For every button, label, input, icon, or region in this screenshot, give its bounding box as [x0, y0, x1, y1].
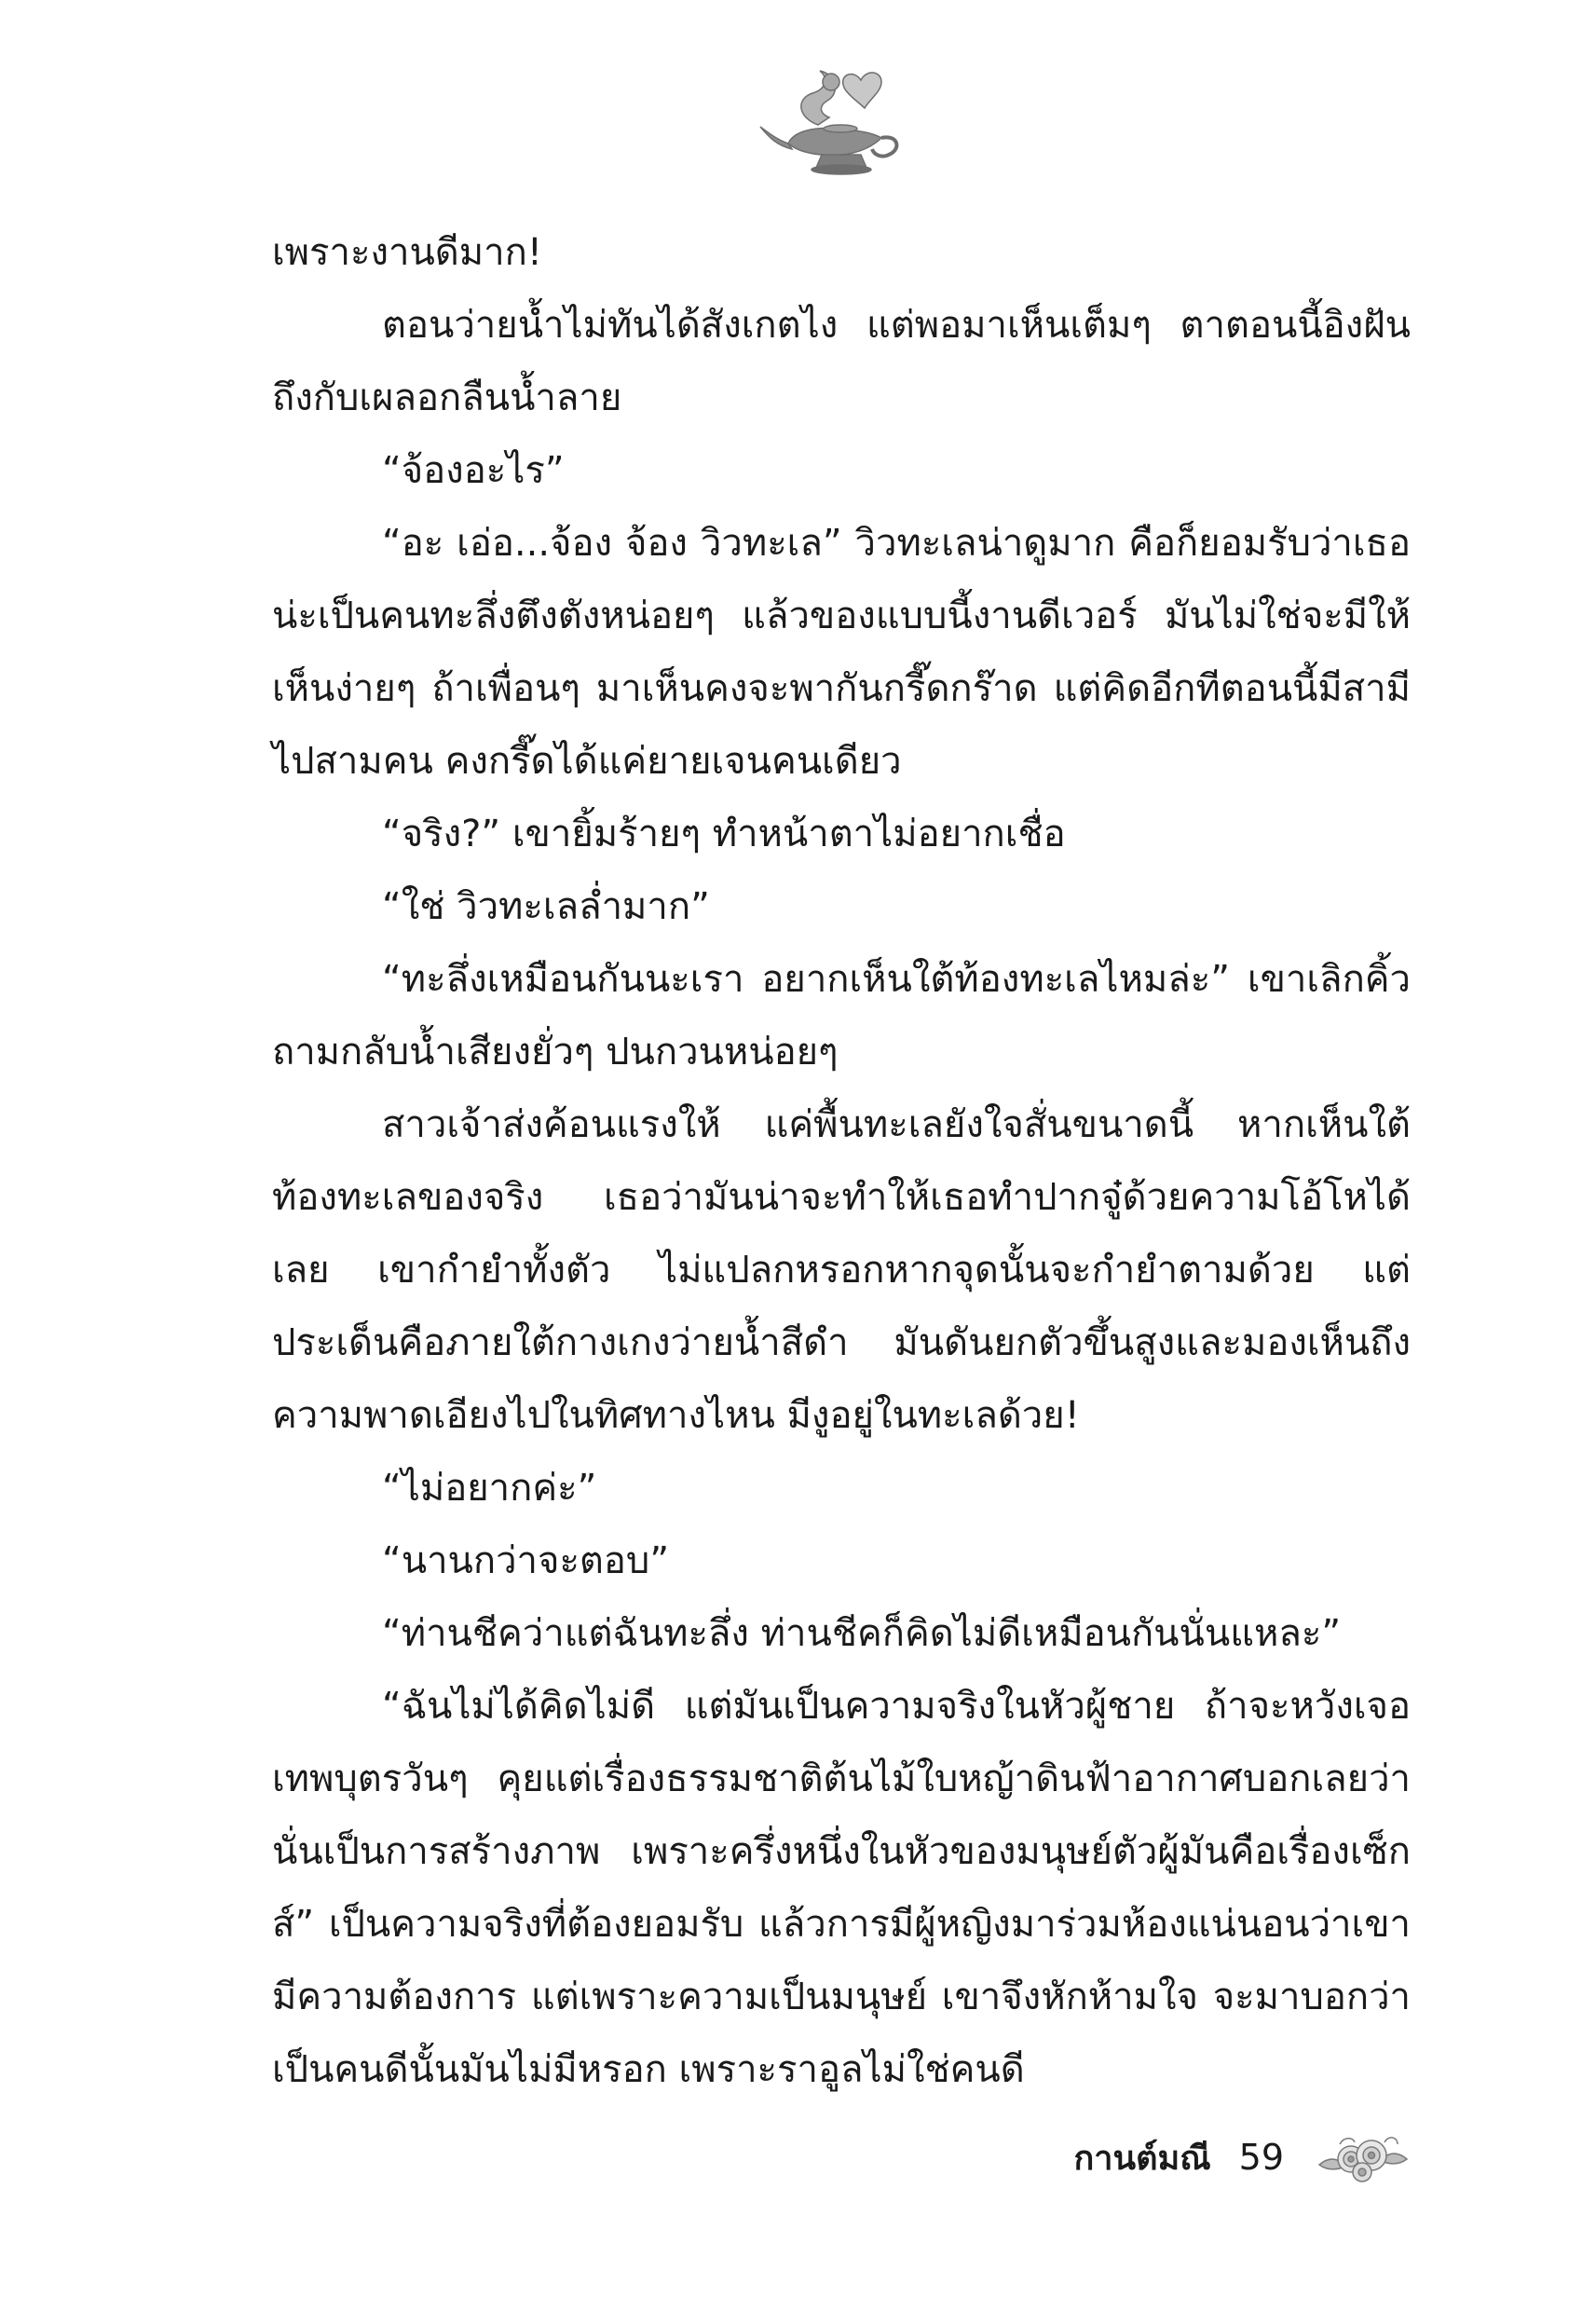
body-text: [272, 216, 1411, 2106]
paragraph: “ไม่อยากค่ะ”: [382, 1467, 597, 1510]
book-title: กานต์มณี: [1073, 2139, 1211, 2178]
genie-lamp-icon: [751, 52, 909, 183]
paragraph: สาวเจ้าส่งค้อนแรงให้ แค่พื้นทะเลยังใจสั่นขนาดนี้ หากเห็นใต้ท้องทะเลของจริง เธอว่ามันน่าจะทำให้เธอทำปากจู๋ด้วยความโอ้โหได้เลย เขากำยำทั้งตัว ไม่แปลกหรอกหากจุดนั้นจะกำยำตามด้วย แต่ประเด็นคือภายใต้กางเกงว่ายน้ำสีดำ มันดันยกตัวขึ้นสูงและมองเห็นถึงความพาดเอียงไปในทิศทางไหน มีงูอยู่ในทะเลด้วย!: [272, 1103, 1411, 1437]
paragraph: “ท่านชีคว่าแต่ฉันทะลึ่ง ท่านชีคก็คิดไม่ดีเหมือนกันนั่นแหละ”: [382, 1612, 1342, 1655]
paragraph: “ใช่ วิวทะเลล่ำมาก”: [382, 885, 710, 928]
paragraph: “ฉันไม่ได้คิดไม่ดี แต่มันเป็นความจริงในหัวผู้ชาย ถ้าจะหวังเจอเทพบุตรวันๆ คุยแต่เรื่องธรรมชาติต้นไม้ใบหญ้าดินฟ้าอากาศบอกเลยว่านั่นเป็นการสร้างภาพ เพราะครึ่งหนึ่งในหัวของมนุษย์ตัวผู้มันคือเรื่องเซ็กส์” เป็นความจริงที่ต้องยอมรับ แล้วการมีผู้หญิงมาร่วมห้องแน่นอนว่าเขามีความต้องการ แต่เพราะความเป็นมนุษย์ เขาจึงหักห้ามใจ จะมาบอกว่าเป็นคนดีนั้นมันไม่มีหรอก เพราะราอูลไม่ใช่คนดี: [272, 1685, 1411, 2091]
paragraph: “จริง?” เขายิ้มร้ายๆ ทำหน้าตาไม่อยากเชื่อ: [382, 813, 1066, 855]
paragraph: “จ้องอะไร”: [382, 449, 565, 492]
page-footer: [1074, 2125, 1415, 2190]
paragraph: “ทะลึ่งเหมือนกันนะเรา อยากเห็นใต้ท้องทะเลไหมล่ะ” เขาเลิกคิ้วถามกลับน้ำเสียงยั่วๆ ปนกวนหน่อยๆ: [272, 958, 1411, 1073]
paragraph: เพราะงานดีมาก!: [272, 231, 542, 274]
flower-bouquet-icon: [1312, 2127, 1414, 2187]
page-number: 59: [1238, 2137, 1284, 2178]
paragraph: “นานกว่าจะตอบ”: [382, 1539, 670, 1582]
paragraph: ตอนว่ายน้ำไม่ทันได้สังเกตไง แต่พอมาเห็นเต็มๆ ตาตอนนี้อิงฝันถึงกับเผลอกลืนน้ำลาย: [272, 304, 1411, 419]
paragraph: “อะ เอ่อ...จ้อง จ้อง วิวทะเล” วิวทะเลน่าดูมาก คือก็ยอมรับว่าเธอน่ะเป็นคนทะลึ่งตึงตังหน่อยๆ แล้วของแบบนี้งานดีเวอร์ มันไม่ใช่จะมีให้เห็นง่ายๆ ถ้าเพื่อนๆ มาเห็นคงจะพากันกรี๊ดกร๊าด แต่คิดอีกทีตอนนี้มีสามีไปสามคน คงกรี๊ดได้แค่ยายเจนคนเดียว: [272, 522, 1411, 783]
